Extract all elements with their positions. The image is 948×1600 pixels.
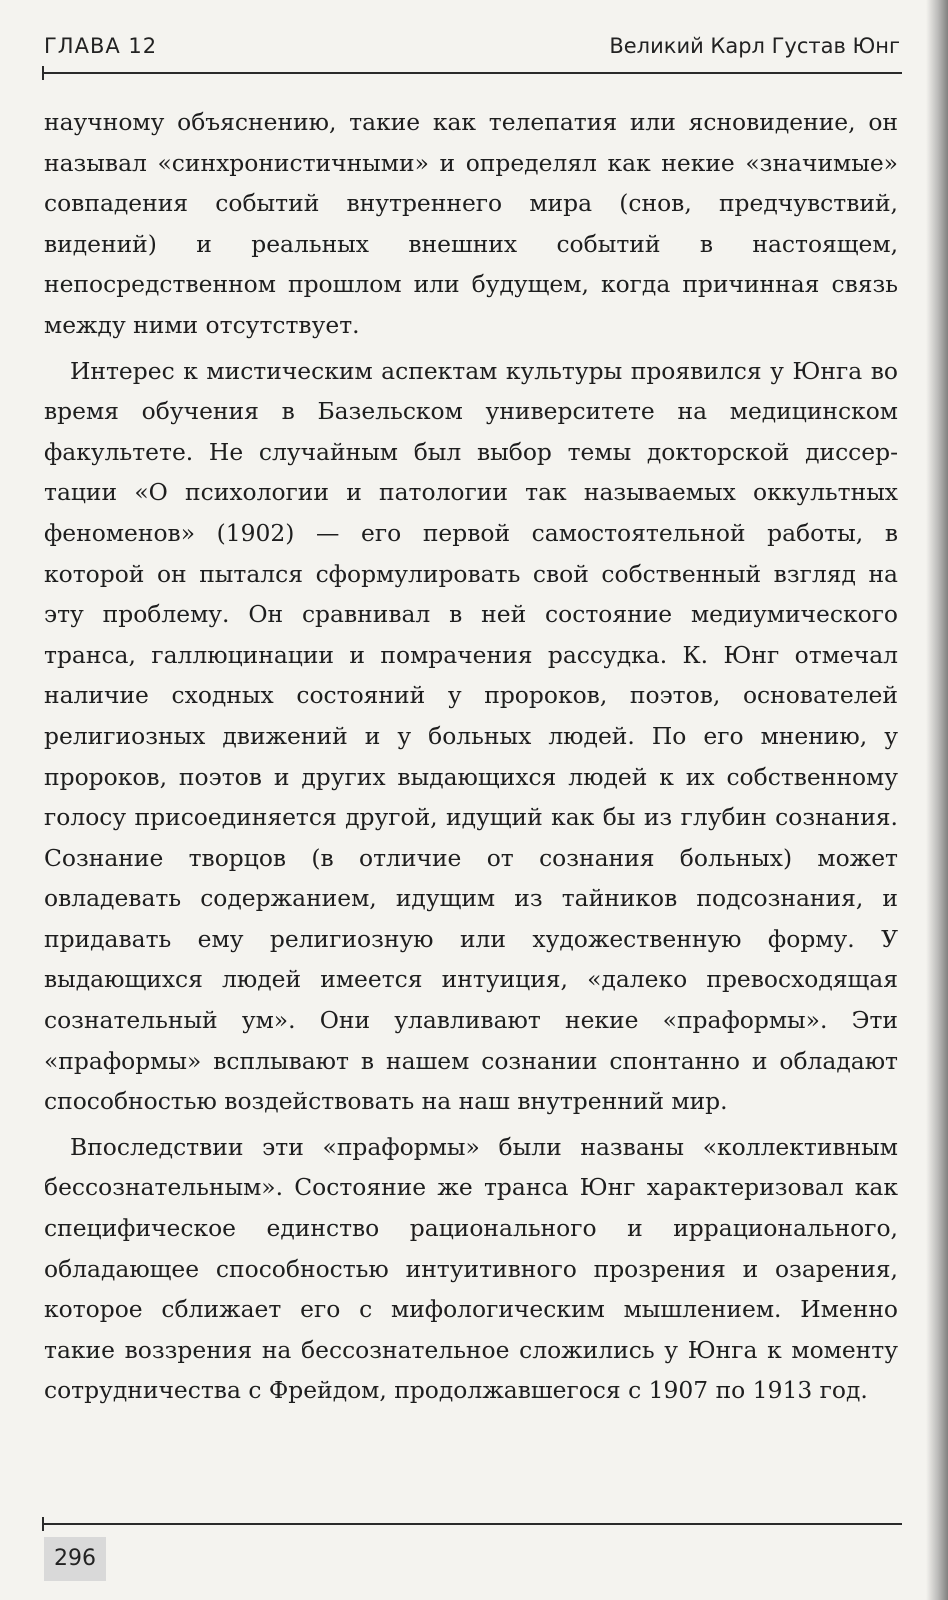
paragraph: Интерес к мистическим аспектам культуры проявился у Юнга во время обучения в Базельском университете на медицинском факультете. Не случайным был выбор темы докторской диссертации «О психологии и патологии так называемых оккультных феноменов» (1902) — его первой самостоятельной работы, в которой он пытался сформулировать свой собственный взгляд на эту проблему. Он сравнивал в ней состояние медиумического транса, галлюцинации и помрачения рассудка. К. Юнг отмечал наличие сходных состояний у пророков, поэтов, основателей религиозных движений и у больных людей. По его мнению, у пророков, поэтов и других выдающихся людей к их собственному голосу присоединяется другой, идущий как бы из глубин сознания. Сознание творцов (в отличие от сознания больных) может овладевать содержанием, идущим из тайников подсознания, и придавать ему религиозную или художественную форму. У выдающихся людей имеется интуиция, «далеко превосходящая сознательный ум». Они улавливают некие «праформы». Эти «праформы» всплывают в нашем сознании спонтанно и обладают способностью воздействовать на наш внутренний мир. xyxy=(44,356,898,1116)
paragraph: Впоследствии эти «праформы» были названы «коллективным бессознательным». Состояние же транса Юнг характеризовал как специфическое единство рационального и иррационального, обладающее способностью интуитивного прозрения и озарения, которое сближает его с мифологическим мышлением. Именно такие воззрения на бессознательное сложились у Юнга к моменту сотрудничества с Фрейдом, продолжавшегося с 1907 по 1913 год. xyxy=(44,1132,898,1405)
book-title: Великий Карл Густав Юнг xyxy=(609,34,900,58)
page-edge-shadow xyxy=(926,0,948,1600)
chapter-label: ГЛАВА 12 xyxy=(44,34,158,58)
footer-rule xyxy=(42,1523,902,1525)
page-number: 296 xyxy=(44,1537,106,1581)
paragraph-continued: научному объяснению, такие как телепатия или ясновидение, он называл «синхронистичными» и определял как некие «значимые» совпадения событий внутреннего мира (снов, предчувствий, видений) и реальных внешних событий в настоящем, непосредственном прошлом или будущем, когда причинная связь между ними отсутствует. xyxy=(44,108,898,339)
header-rule xyxy=(42,72,902,74)
body-text xyxy=(44,102,898,1411)
running-head xyxy=(44,26,900,66)
